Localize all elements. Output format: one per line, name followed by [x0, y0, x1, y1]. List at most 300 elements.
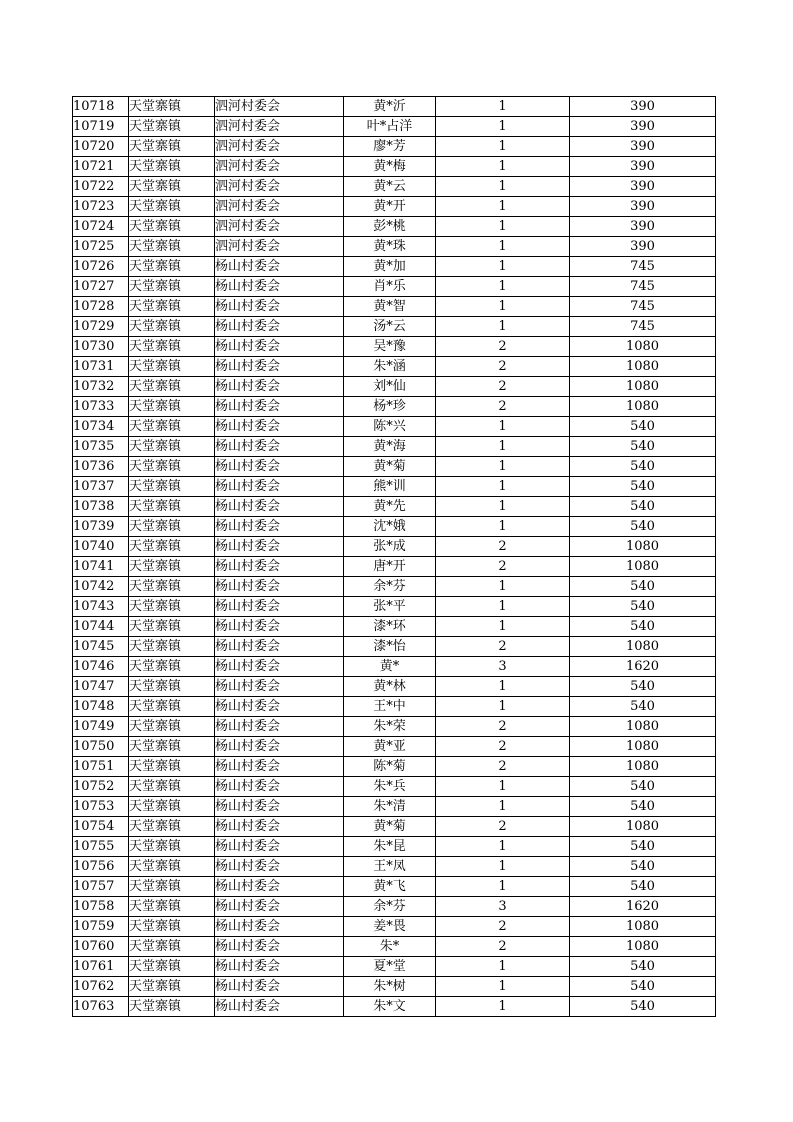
household-count-cell: 1: [436, 117, 570, 137]
town-name-cell: 天堂寨镇: [129, 457, 215, 477]
village-committee-cell: 杨山村委会: [215, 917, 344, 937]
village-committee-cell: 泗河村委会: [215, 177, 344, 197]
person-name-cell: 沈*娥: [344, 517, 436, 537]
serial-number-cell: 10719: [73, 117, 129, 137]
person-name-cell: 余*芬: [344, 897, 436, 917]
town-name-cell: 天堂寨镇: [129, 477, 215, 497]
town-name-cell: 天堂寨镇: [129, 97, 215, 117]
village-committee-cell: 杨山村委会: [215, 977, 344, 997]
person-name-cell: 肖*乐: [344, 277, 436, 297]
village-committee-cell: 杨山村委会: [215, 797, 344, 817]
town-name-cell: 天堂寨镇: [129, 257, 215, 277]
subsidy-amount-cell: 390: [570, 237, 716, 257]
village-committee-cell: 杨山村委会: [215, 717, 344, 737]
village-committee-cell: 杨山村委会: [215, 937, 344, 957]
table-row: [73, 397, 716, 417]
table-row: [73, 257, 716, 277]
town-name-cell: 天堂寨镇: [129, 377, 215, 397]
serial-number-cell: 10762: [73, 977, 129, 997]
village-committee-cell: 杨山村委会: [215, 957, 344, 977]
household-count-cell: 1: [436, 157, 570, 177]
subsidy-amount-cell: 1080: [570, 357, 716, 377]
table-row: [73, 677, 716, 697]
serial-number-cell: 10739: [73, 517, 129, 537]
subsidy-amount-cell: 1080: [570, 757, 716, 777]
household-count-cell: 1: [436, 457, 570, 477]
subsidy-amount-cell: 540: [570, 857, 716, 877]
town-name-cell: 天堂寨镇: [129, 277, 215, 297]
household-count-cell: 1: [436, 197, 570, 217]
subsidy-amount-cell: 390: [570, 197, 716, 217]
village-committee-cell: 杨山村委会: [215, 817, 344, 837]
subsidy-amount-cell: 540: [570, 497, 716, 517]
town-name-cell: 天堂寨镇: [129, 157, 215, 177]
subsidy-amount-cell: 390: [570, 97, 716, 117]
town-name-cell: 天堂寨镇: [129, 977, 215, 997]
subsidy-amount-cell: 540: [570, 457, 716, 477]
subsidy-amount-cell: 1080: [570, 377, 716, 397]
town-name-cell: 天堂寨镇: [129, 537, 215, 557]
village-committee-cell: 泗河村委会: [215, 237, 344, 257]
person-name-cell: 叶*占洋: [344, 117, 436, 137]
table-row: [73, 577, 716, 597]
table-row: [73, 657, 716, 677]
person-name-cell: 夏*堂: [344, 957, 436, 977]
town-name-cell: 天堂寨镇: [129, 637, 215, 657]
village-committee-cell: 杨山村委会: [215, 337, 344, 357]
subsidy-amount-cell: 1620: [570, 657, 716, 677]
village-committee-cell: 杨山村委会: [215, 437, 344, 457]
table-row: [73, 877, 716, 897]
serial-number-cell: 10751: [73, 757, 129, 777]
table-row: [73, 717, 716, 737]
person-name-cell: 余*芬: [344, 577, 436, 597]
subsidy-amount-cell: 1620: [570, 897, 716, 917]
table-row: [73, 557, 716, 577]
subsidy-amount-cell: 540: [570, 417, 716, 437]
person-name-cell: 黄*亚: [344, 737, 436, 757]
serial-number-cell: 10735: [73, 437, 129, 457]
town-name-cell: 天堂寨镇: [129, 557, 215, 577]
town-name-cell: 天堂寨镇: [129, 897, 215, 917]
household-count-cell: 3: [436, 897, 570, 917]
serial-number-cell: 10744: [73, 617, 129, 637]
subsidy-amount-cell: 540: [570, 577, 716, 597]
subsidy-amount-cell: 390: [570, 177, 716, 197]
village-committee-cell: 杨山村委会: [215, 357, 344, 377]
person-name-cell: 王*中: [344, 697, 436, 717]
person-name-cell: 黄*沂: [344, 97, 436, 117]
serial-number-cell: 10737: [73, 477, 129, 497]
person-name-cell: 黄*菊: [344, 817, 436, 837]
subsidy-amount-cell: 540: [570, 477, 716, 497]
village-committee-cell: 杨山村委会: [215, 257, 344, 277]
serial-number-cell: 10723: [73, 197, 129, 217]
household-count-cell: 1: [436, 477, 570, 497]
serial-number-cell: 10732: [73, 377, 129, 397]
subsidy-amount-cell: 1080: [570, 817, 716, 837]
household-count-cell: 1: [436, 577, 570, 597]
village-committee-cell: 泗河村委会: [215, 157, 344, 177]
serial-number-cell: 10736: [73, 457, 129, 477]
serial-number-cell: 10752: [73, 777, 129, 797]
town-name-cell: 天堂寨镇: [129, 417, 215, 437]
subsidy-amount-cell: 390: [570, 137, 716, 157]
household-count-cell: 1: [436, 97, 570, 117]
serial-number-cell: 10757: [73, 877, 129, 897]
town-name-cell: 天堂寨镇: [129, 317, 215, 337]
town-name-cell: 天堂寨镇: [129, 357, 215, 377]
village-committee-cell: 杨山村委会: [215, 997, 344, 1017]
table-row: [73, 497, 716, 517]
table-row: [73, 617, 716, 637]
person-name-cell: 熊*训: [344, 477, 436, 497]
person-name-cell: 唐*开: [344, 557, 436, 577]
person-name-cell: 张*平: [344, 597, 436, 617]
village-committee-cell: 杨山村委会: [215, 897, 344, 917]
household-count-cell: 1: [436, 237, 570, 257]
roster-table: [72, 96, 716, 1017]
table-row: [73, 697, 716, 717]
subsidy-amount-cell: 1080: [570, 637, 716, 657]
village-committee-cell: 杨山村委会: [215, 477, 344, 497]
household-count-cell: 1: [436, 857, 570, 877]
serial-number-cell: 10727: [73, 277, 129, 297]
table-row: [73, 757, 716, 777]
village-committee-cell: 杨山村委会: [215, 677, 344, 697]
household-count-cell: 1: [436, 697, 570, 717]
household-count-cell: 2: [436, 937, 570, 957]
household-count-cell: 2: [436, 757, 570, 777]
village-committee-cell: 杨山村委会: [215, 857, 344, 877]
household-count-cell: 2: [436, 337, 570, 357]
village-committee-cell: 杨山村委会: [215, 877, 344, 897]
town-name-cell: 天堂寨镇: [129, 937, 215, 957]
subsidy-amount-cell: 390: [570, 217, 716, 237]
village-committee-cell: 泗河村委会: [215, 117, 344, 137]
table-row: [73, 217, 716, 237]
village-committee-cell: 泗河村委会: [215, 197, 344, 217]
village-committee-cell: 泗河村委会: [215, 97, 344, 117]
serial-number-cell: 10754: [73, 817, 129, 837]
subsidy-amount-cell: 540: [570, 877, 716, 897]
serial-number-cell: 10748: [73, 697, 129, 717]
person-name-cell: 朱*树: [344, 977, 436, 997]
household-count-cell: 2: [436, 817, 570, 837]
village-committee-cell: 杨山村委会: [215, 617, 344, 637]
village-committee-cell: 杨山村委会: [215, 537, 344, 557]
village-committee-cell: 杨山村委会: [215, 657, 344, 677]
person-name-cell: 汤*云: [344, 317, 436, 337]
person-name-cell: 黄*开: [344, 197, 436, 217]
subsidy-amount-cell: 540: [570, 977, 716, 997]
person-name-cell: 黄*先: [344, 497, 436, 517]
subsidy-amount-cell: 1080: [570, 397, 716, 417]
subsidy-amount-cell: 1080: [570, 717, 716, 737]
subsidy-amount-cell: 745: [570, 317, 716, 337]
table-row: [73, 837, 716, 857]
person-name-cell: 黄*智: [344, 297, 436, 317]
village-committee-cell: 杨山村委会: [215, 457, 344, 477]
table-row: [73, 917, 716, 937]
serial-number-cell: 10761: [73, 957, 129, 977]
table-row: [73, 417, 716, 437]
town-name-cell: 天堂寨镇: [129, 577, 215, 597]
village-committee-cell: 杨山村委会: [215, 517, 344, 537]
serial-number-cell: 10763: [73, 997, 129, 1017]
household-count-cell: 2: [436, 357, 570, 377]
serial-number-cell: 10750: [73, 737, 129, 757]
person-name-cell: 黄*海: [344, 437, 436, 457]
table-row: [73, 537, 716, 557]
person-name-cell: 黄*飞: [344, 877, 436, 897]
village-committee-cell: 杨山村委会: [215, 697, 344, 717]
person-name-cell: 陈*兴: [344, 417, 436, 437]
village-committee-cell: 杨山村委会: [215, 597, 344, 617]
serial-number-cell: 10747: [73, 677, 129, 697]
household-count-cell: 1: [436, 597, 570, 617]
town-name-cell: 天堂寨镇: [129, 697, 215, 717]
town-name-cell: 天堂寨镇: [129, 857, 215, 877]
village-committee-cell: 泗河村委会: [215, 137, 344, 157]
person-name-cell: 漆*怡: [344, 637, 436, 657]
person-name-cell: 黄*菊: [344, 457, 436, 477]
town-name-cell: 天堂寨镇: [129, 297, 215, 317]
subsidy-amount-cell: 540: [570, 617, 716, 637]
subsidy-amount-cell: 745: [570, 257, 716, 277]
table-row: [73, 457, 716, 477]
serial-number-cell: 10728: [73, 297, 129, 317]
subsidy-amount-cell: 745: [570, 277, 716, 297]
household-count-cell: 1: [436, 497, 570, 517]
person-name-cell: 朱*昆: [344, 837, 436, 857]
town-name-cell: 天堂寨镇: [129, 597, 215, 617]
serial-number-cell: 10743: [73, 597, 129, 617]
village-committee-cell: 杨山村委会: [215, 577, 344, 597]
household-count-cell: 1: [436, 517, 570, 537]
household-count-cell: 1: [436, 877, 570, 897]
household-count-cell: 3: [436, 657, 570, 677]
serial-number-cell: 10746: [73, 657, 129, 677]
serial-number-cell: 10749: [73, 717, 129, 737]
household-count-cell: 1: [436, 837, 570, 857]
table-row: [73, 957, 716, 977]
serial-number-cell: 10742: [73, 577, 129, 597]
person-name-cell: 朱*涵: [344, 357, 436, 377]
person-name-cell: 黄*加: [344, 257, 436, 277]
table-row: [73, 177, 716, 197]
village-committee-cell: 杨山村委会: [215, 377, 344, 397]
household-count-cell: 1: [436, 277, 570, 297]
village-committee-cell: 杨山村委会: [215, 317, 344, 337]
table-row: [73, 477, 716, 497]
town-name-cell: 天堂寨镇: [129, 617, 215, 637]
table-row: [73, 377, 716, 397]
town-name-cell: 天堂寨镇: [129, 197, 215, 217]
household-count-cell: 1: [436, 217, 570, 237]
serial-number-cell: 10729: [73, 317, 129, 337]
household-count-cell: 2: [436, 397, 570, 417]
town-name-cell: 天堂寨镇: [129, 677, 215, 697]
table-row: [73, 297, 716, 317]
person-name-cell: 姜*畏: [344, 917, 436, 937]
table-row: [73, 337, 716, 357]
household-count-cell: 2: [436, 717, 570, 737]
person-name-cell: 黄*林: [344, 677, 436, 697]
serial-number-cell: 10724: [73, 217, 129, 237]
serial-number-cell: 10755: [73, 837, 129, 857]
village-committee-cell: 杨山村委会: [215, 757, 344, 777]
subsidy-amount-cell: 1080: [570, 537, 716, 557]
table-row: [73, 357, 716, 377]
town-name-cell: 天堂寨镇: [129, 177, 215, 197]
town-name-cell: 天堂寨镇: [129, 517, 215, 537]
town-name-cell: 天堂寨镇: [129, 137, 215, 157]
subsidy-amount-cell: 540: [570, 837, 716, 857]
table-row: [73, 437, 716, 457]
subsidy-amount-cell: 1080: [570, 557, 716, 577]
subsidy-amount-cell: 1080: [570, 917, 716, 937]
subsidy-amount-cell: 540: [570, 957, 716, 977]
table-row: [73, 777, 716, 797]
serial-number-cell: 10745: [73, 637, 129, 657]
subsidy-amount-cell: 540: [570, 697, 716, 717]
town-name-cell: 天堂寨镇: [129, 737, 215, 757]
household-count-cell: 1: [436, 417, 570, 437]
person-name-cell: 朱*兵: [344, 777, 436, 797]
serial-number-cell: 10721: [73, 157, 129, 177]
town-name-cell: 天堂寨镇: [129, 337, 215, 357]
subsidy-amount-cell: 390: [570, 157, 716, 177]
table-row: [73, 117, 716, 137]
subsidy-amount-cell: 540: [570, 517, 716, 537]
household-count-cell: 1: [436, 617, 570, 637]
household-count-cell: 1: [436, 677, 570, 697]
table-row: [73, 857, 716, 877]
table-row: [73, 997, 716, 1017]
person-name-cell: 朱*文: [344, 997, 436, 1017]
subsidy-amount-cell: 745: [570, 297, 716, 317]
village-committee-cell: 杨山村委会: [215, 557, 344, 577]
serial-number-cell: 10720: [73, 137, 129, 157]
household-count-cell: 1: [436, 297, 570, 317]
subsidy-amount-cell: 540: [570, 597, 716, 617]
household-count-cell: 2: [436, 737, 570, 757]
table-row: [73, 277, 716, 297]
serial-number-cell: 10722: [73, 177, 129, 197]
person-name-cell: 朱*荣: [344, 717, 436, 737]
household-count-cell: 1: [436, 777, 570, 797]
subsidy-amount-cell: 1080: [570, 937, 716, 957]
table-row: [73, 157, 716, 177]
table-row: [73, 597, 716, 617]
town-name-cell: 天堂寨镇: [129, 837, 215, 857]
person-name-cell: 黄*云: [344, 177, 436, 197]
table-row: [73, 97, 716, 117]
town-name-cell: 天堂寨镇: [129, 497, 215, 517]
village-committee-cell: 杨山村委会: [215, 297, 344, 317]
table-row: [73, 977, 716, 997]
town-name-cell: 天堂寨镇: [129, 957, 215, 977]
table-row: [73, 197, 716, 217]
person-name-cell: 朱*清: [344, 797, 436, 817]
village-committee-cell: 杨山村委会: [215, 497, 344, 517]
village-committee-cell: 杨山村委会: [215, 777, 344, 797]
subsidy-amount-cell: 390: [570, 117, 716, 137]
serial-number-cell: 10740: [73, 537, 129, 557]
household-count-cell: 1: [436, 257, 570, 277]
household-count-cell: 1: [436, 997, 570, 1017]
person-name-cell: 陈*菊: [344, 757, 436, 777]
table-row: [73, 937, 716, 957]
town-name-cell: 天堂寨镇: [129, 997, 215, 1017]
town-name-cell: 天堂寨镇: [129, 237, 215, 257]
village-committee-cell: 杨山村委会: [215, 737, 344, 757]
table-row: [73, 137, 716, 157]
town-name-cell: 天堂寨镇: [129, 117, 215, 137]
town-name-cell: 天堂寨镇: [129, 657, 215, 677]
table-row: [73, 797, 716, 817]
serial-number-cell: 10730: [73, 337, 129, 357]
village-committee-cell: 泗河村委会: [215, 217, 344, 237]
household-count-cell: 2: [436, 377, 570, 397]
roster-body: [73, 97, 716, 1017]
household-count-cell: 2: [436, 557, 570, 577]
table-row: [73, 317, 716, 337]
household-count-cell: 1: [436, 977, 570, 997]
serial-number-cell: 10758: [73, 897, 129, 917]
table-row: [73, 897, 716, 917]
town-name-cell: 天堂寨镇: [129, 757, 215, 777]
subsidy-amount-cell: 540: [570, 797, 716, 817]
town-name-cell: 天堂寨镇: [129, 777, 215, 797]
village-committee-cell: 杨山村委会: [215, 837, 344, 857]
town-name-cell: 天堂寨镇: [129, 397, 215, 417]
town-name-cell: 天堂寨镇: [129, 217, 215, 237]
serial-number-cell: 10760: [73, 937, 129, 957]
household-count-cell: 1: [436, 957, 570, 977]
household-count-cell: 1: [436, 437, 570, 457]
subsidy-amount-cell: 540: [570, 997, 716, 1017]
village-committee-cell: 杨山村委会: [215, 637, 344, 657]
household-count-cell: 1: [436, 177, 570, 197]
town-name-cell: 天堂寨镇: [129, 917, 215, 937]
serial-number-cell: 10726: [73, 257, 129, 277]
subsidy-amount-cell: 1080: [570, 737, 716, 757]
household-count-cell: 1: [436, 317, 570, 337]
table-row: [73, 517, 716, 537]
serial-number-cell: 10741: [73, 557, 129, 577]
subsidy-amount-cell: 1080: [570, 337, 716, 357]
table-row: [73, 737, 716, 757]
person-name-cell: 王*凤: [344, 857, 436, 877]
person-name-cell: 廖*芳: [344, 137, 436, 157]
table-row: [73, 237, 716, 257]
serial-number-cell: 10731: [73, 357, 129, 377]
subsidy-amount-cell: 540: [570, 677, 716, 697]
serial-number-cell: 10733: [73, 397, 129, 417]
person-name-cell: 黄*珠: [344, 237, 436, 257]
person-name-cell: 黄*梅: [344, 157, 436, 177]
serial-number-cell: 10738: [73, 497, 129, 517]
person-name-cell: 张*成: [344, 537, 436, 557]
table-row: [73, 637, 716, 657]
person-name-cell: 黄*: [344, 657, 436, 677]
serial-number-cell: 10759: [73, 917, 129, 937]
person-name-cell: 漆*环: [344, 617, 436, 637]
household-count-cell: 2: [436, 917, 570, 937]
table-row: [73, 817, 716, 837]
